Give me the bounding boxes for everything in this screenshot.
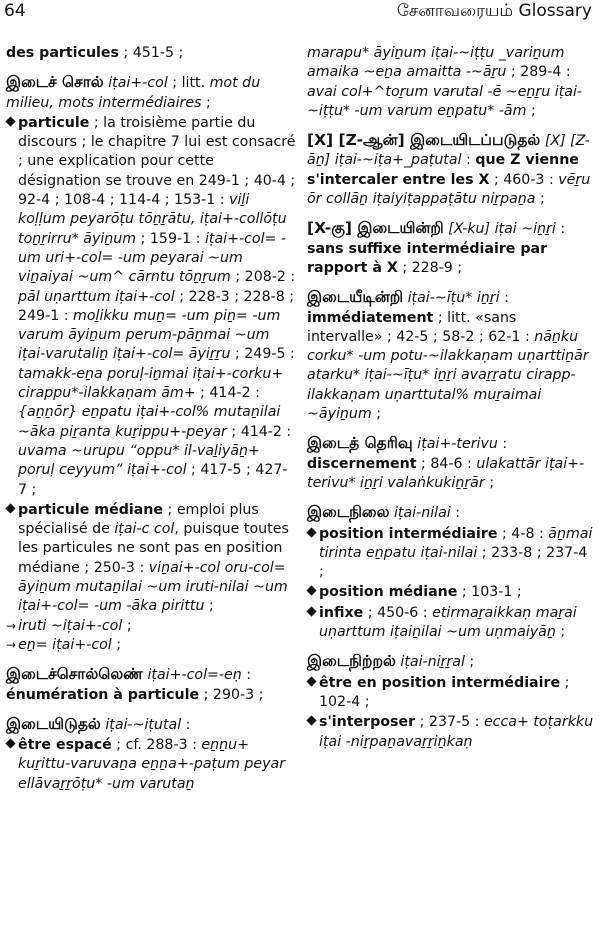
transliteration: iṭai+-col: [108, 75, 168, 92]
sense: être en position intermédiaire ; 102-4 ;: [307, 674, 595, 713]
citation: viṉai+-col oru-col= āyiṉum mutaṉilai ~um iruti-nilai ~um iṭai+-col= -um -āka pirittu: [18, 559, 288, 615]
citation: pāl uṇarttum iṭai+-col: [18, 288, 175, 305]
continued-line: [6, 44, 296, 63]
transliteration: [X] [Z-āṉ] iṭai-~iṭa+_paṭutal: [307, 133, 590, 169]
entry-itai-col-en: இடைச்சொல்லெண் iṭai+-col=-eṇ : énumération à particule ; 290-3 ;: [6, 665, 264, 703]
citation: moḻikku muṉ= -um piṉ= -um varum āyiṉum perum-pāṉmai ~um iṭai-varutaliṉ iṭai+-col= āyiṟṟu: [18, 307, 281, 363]
sense-label: position intermédiaire: [319, 525, 498, 542]
continued-refs: ; 451-5 ;: [118, 45, 184, 61]
transliteration: iṭai-nilai: [393, 505, 451, 522]
headword: இடைச் சொல்: [6, 73, 104, 92]
gloss: immédiatement: [307, 309, 434, 326]
entry-itai-inri: [X-கு] இடையின்றி [X-ku] iṭai ~iṉṟi : sans suffixe intermédiaire par rapport à X ; 228-9 ;: [307, 219, 566, 276]
entry-itai-nirral: இடைநிற்றல் iṭai-niṟṟal ; être en position intermédiaire ; 102-4 ; s'interposer ; 237-5 : ecca+ toṭarkku iṭai -niṟpaṉavaṟṟiṉkaṇ: [307, 652, 595, 751]
citation: viḻi koḷḷum peyarōṭu tōṉṟātu, iṭai+-collōṭu toṉṟirru* āyiṉum: [18, 192, 287, 247]
headword: இடைச்சொல்லெண்: [6, 665, 143, 684]
entry-itai-terivu: இடைத் தெரிவு iṭai+-terivu : discernement ; 84-6 : ulakattār iṭai+-terivu* iṉṟi valaṅkukiṉṟār ;: [307, 434, 585, 491]
citation: iṭai-c col: [114, 521, 175, 538]
headword: இடைநிற்றல்: [307, 652, 396, 671]
citation: marapu* āyiṉum iṭai-~iṭṭu _variṉum amaika ~eṉa amaitta -~āṟu: [307, 45, 565, 81]
citation: ulakattār iṭai+-terivu* iṉṟi valaṅkukiṉṟār: [307, 455, 585, 491]
diamond-bullet-icon: [306, 606, 316, 616]
sense: position intermédiaire ; 4-8 : āṉmai tirinta eṉpatu iṭai-nilai ; 233-8 ; 237-4 ;: [307, 525, 595, 583]
page-header: [0, 0, 600, 26]
sense-label: s'interposer: [319, 714, 416, 731]
page-number: 64: [4, 1, 26, 21]
headword: இடையிடுதல்: [6, 714, 101, 733]
entry-itai-itutal: இடையிடுதல் iṭai-~iṭutal : être espacé ; cf. 288-3 : eṉṉu+ kuṟittu-varuvaṉa eṉṉa+-paṭum peyar ellāvaṟṟōṭu* -um varutaṉ: [6, 715, 296, 794]
xref-target: eṉ= iṭai+-col: [18, 636, 112, 653]
sense: position médiane ; 103-1 ;: [307, 583, 595, 602]
sense-label: être espacé: [18, 737, 112, 754]
transliteration: iṭai+-col=-eṇ: [147, 667, 242, 684]
continued-gloss: des particules: [6, 45, 119, 61]
entry-itai-itu-inri: இடையீடின்றி iṭai-~īṭu* iṉṟi : immédiatement ; litt. «sans intervalle» ; 42-5 ; 58-2 ; 62-1 : nāṉku corku* -um potu-~ilakkaṇam uṇarttiṉār atarku* iṭai-~īṭu* iṉṟi avaṟṟatu cirapp-ilakkaṇam uṇarttutal% muṟaimai ~āyiṉum ;: [307, 288, 589, 423]
citation: etirmaṟaikkaṇ maṟai uṇarttum iṭaiṉilai ~um uṇmaiyāṉ: [319, 604, 577, 641]
transliteration: iṭai-niṟṟal: [400, 654, 465, 671]
sense-label: particule: [18, 114, 90, 131]
cross-reference: → iruti ~iṭai+-col ;: [6, 617, 132, 634]
citation: āṉmai tirinta eṉpatu iṭai-nilai: [319, 525, 593, 561]
gloss: que Z vienne s'intercaler entre les X: [307, 152, 579, 188]
sense-label: infixe: [319, 604, 364, 621]
citation: nāṉku corku* -um potu-~ilakkaṇam uṇarttiṉār atarku* iṭai-~īṭu* iṉṟi avaṟṟatu cirapp-ilakkaṇam uṇarttutal% muṟaimai ~āyiṉum: [307, 328, 589, 423]
citation: vēṟu ōr collāṉ iṭaiyiṭappaṭātu niṟpaṉa: [307, 171, 591, 208]
sense-label: particule médiane: [18, 501, 164, 518]
headword: இடைத் தெரிவு: [307, 434, 413, 453]
citation: ecca+ toṭarkku iṭai -niṟpaṉavaṟṟiṉkaṇ: [319, 714, 594, 750]
citation: avai col+^toṟum varutal -ē ~eṉṟu iṭai-~iṭṭu* -um varum eṉpatu* -ām: [307, 83, 583, 119]
sense: infixe ; 450-6 : etirmaṟaikkaṇ maṟai uṇarttum iṭaiṉilai ~um uṇmaiyāṉ ;: [307, 604, 595, 643]
diamond-bullet-icon: [306, 676, 316, 686]
citation: uvama ~urupu “oppu* il-vaḻiyāṉ+ poruḷ ceyyum” iṭai+-col: [18, 442, 260, 479]
transliteration: iṭai-~iṭutal: [105, 716, 182, 733]
xref-target: iruti ~iṭai+-col: [18, 617, 123, 634]
entry-itai-col: [6, 73, 296, 655]
sense: s'interposer ; 237-5 : ecca+ toṭarkku iṭai -niṟpaṉavaṟṟiṉkaṇ: [307, 713, 595, 752]
transliteration: iṭai-~īṭu* iṉṟi: [407, 290, 500, 307]
arrow-right-icon: →: [6, 637, 17, 652]
diamond-bullet-icon: [5, 739, 15, 749]
running-title: சேனாவரையம் Glossary: [396, 1, 592, 21]
transliteration: [X-ku] iṭai ~iṉṟi: [448, 221, 556, 238]
sense-label: être en position intermédiaire: [319, 674, 561, 691]
diamond-bullet-icon: [306, 716, 316, 726]
diamond-bullet-icon: [5, 503, 15, 513]
left-column: [6, 44, 296, 804]
right-column: [307, 44, 595, 762]
citation: iṭai+-col= -um uri+-col= -um peyarai ~um viṉaiyai ~um^ cārntu tōṉṟum: [18, 230, 287, 286]
citation: {aṉṉōr} eṉpatu iṭai+-col% mutaṉilai ~āka piṟanta kuṟippu+-peyar: [18, 404, 281, 440]
literal-gloss: mot du milieu, mots intermédiaires: [6, 75, 261, 111]
gloss: énumération à particule: [6, 686, 200, 703]
sense: être espacé ; cf. 288-3 : eṉṉu+ kuṟittu-varuvaṉa eṉṉa+-paṭum peyar ellāvaṟṟōṭu* -um varutaṉ: [6, 736, 296, 794]
headword: இடைநிலை: [307, 503, 390, 522]
diamond-bullet-icon: [5, 116, 15, 126]
transliteration: iṭai+-terivu: [417, 436, 498, 453]
entry-itai-itappatutal: [X] [Z-ஆன்] இடையிடப்படுதல் [X] [Z-āṉ] iṭai-~iṭa+_paṭutal : que Z vienne s'intercaler entre les X ; 460-3 : vēṟu ōr collāṉ iṭaiyiṭappaṭātu niṟpaṉa ;: [307, 131, 591, 208]
diamond-bullet-icon: [306, 527, 316, 537]
sense: particule ; la troisième partie du discours ; le chapitre 7 lui est consacré ; une explication pour cette désignation se trouve en 249-1 ; 40-4 ; 92-4 ; 108-4 ; 114-4 ; 153-1 : viḻi koḷḷum peyarōṭu tōṉṟātu, iṭai+-collōṭu toṉṟirru* āyiṉum ; 159-1 : iṭai+-col= -um uri+-col= -um peyarai ~um viṉaiyai ~um^ cārntu tōṉṟum ; 208-2 : pāl uṇarttum iṭai+-col ; 228-3 ; 228-8 ; 249-1 : moḻikku muṉ= -um piṉ= -um varum āyiṉum perum-pāṉmai ~um iṭai-varutaliṉ iṭai+-col= āyiṟṟu ; 249-5 : tamakk-eṉa poruḷ-iṉmai iṭai+-corku+ cirappu*-ilakkaṇam ām+ ; 414-2 : {aṉṉōr} eṉpatu iṭai+-col% mutaṉilai ~āka piṟanta kuṟippu+-peyar ; 414-2 : uvama ~urupu “oppu* il-vaḻiyāṉ+ poruḷ ceyyum” iṭai+-col ; 417-5 ; 427-7 ;: [6, 114, 296, 500]
citation: eṉṉu+ kuṟittu-varuvaṉa eṉṉa+-paṭum peyar ellāvaṟṟōṭu* -um varutaṉ: [18, 737, 286, 792]
gloss: sans suffixe intermédiaire par rapport à X: [307, 240, 548, 276]
arrow-right-icon: →: [6, 618, 17, 633]
gloss: discernement: [307, 455, 417, 472]
sense-label: position médiane: [319, 584, 458, 601]
entry-itai-nilai: இடைநிலை iṭai-nilai : position intermédiaire ; 4-8 : āṉmai tirinta eṉpatu iṭai-nilai ; 233-8 ; 237-4 ; position médiane ; 103-1 ; infixe ; 450-6 : etirmaṟaikkaṇ maṟai uṇarttum iṭaiṉilai ~um uṇmaiyāṉ ;: [307, 503, 595, 642]
cross-reference: → eṉ= iṭai+-col ;: [6, 636, 122, 653]
entry-head: இடைச் சொல் iṭai+-col ; litt. mot du milieu, mots intermédiaires ;: [6, 73, 261, 111]
headword: இடையீடின்றி: [307, 288, 404, 307]
continued-citation: marapu* āyiṉum iṭai-~iṭṭu _variṉum amaika ~eṉa amaitta -~āṟu ; 289-4 : avai col+^toṟum varutal -ē ~eṉṟu iṭai-~iṭṭu* -um varum eṉpatu* -ām ;: [307, 45, 583, 119]
sense: particule médiane ; emploi plus spécialisé de iṭai-c col, puisque toutes les particules ne sont pas en position médiane ; 250-3 : viṉai+-col oru-col= āyiṉum mutaṉilai ~um iruti-nilai ~um iṭai+-col= -um -āka pirittu ;: [6, 501, 296, 617]
citation: tamakk-eṉa poruḷ-iṉmai iṭai+-corku+ cirappu*-ilakkaṇam ām+: [18, 365, 284, 402]
headword: [X-கு] இடையின்றி: [307, 219, 444, 238]
diamond-bullet-icon: [306, 586, 316, 596]
headword: [X] [Z-ஆன்] இடையிடப்படுதல்: [307, 131, 541, 150]
